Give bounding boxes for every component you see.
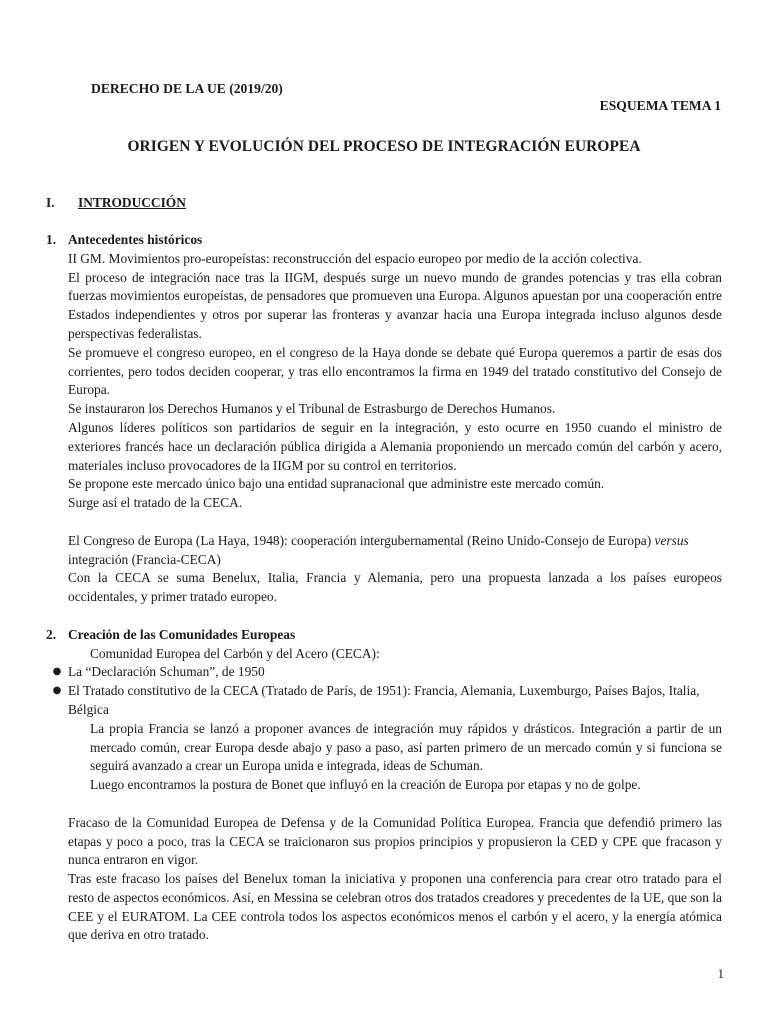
list-item (46, 814, 722, 870)
subsection-heading-2 (46, 626, 722, 645)
bullet-text: El Tratado constitutivo de la CECA (Tratado de París, de 1951): Francia, Alemania, Luxemburgo, Países Bajos, Italia, Bélgica (68, 683, 700, 717)
page-number: 1 (717, 966, 724, 981)
subsection-title: Creación de las Comunidades Europeas (68, 626, 296, 642)
missing-glyph-bullet-icon (46, 814, 68, 870)
document-body (46, 231, 722, 945)
paragraph: Tras este fracaso los países del Benelux toman la iniciativa y proponen una conferencia para crear otro tratado para el resto de aspectos económicos. Así, en Messina se celebran otros dos tratados creadores y precedentes de la UE, que son la CEE y el EURATOM. La CEE controla todos los aspectos económicos menos el carbón y el acero, y la energía atómica que deriva en otro tratado. (68, 871, 722, 943)
subsection-title: Antecedentes históricos (68, 232, 203, 247)
paragraph: Algunos líderes políticos son partidarios de seguir en la integración, y esto ocurre en 1950 cuando el ministro de exteriores francés hace un declaración pública dirigida a Alemania proponiendo un mercado común del carbón y acero, materiales incluso provocadores de la IIGM por su control en territorios. (68, 419, 722, 473)
missing-glyph-bullet-icon (46, 532, 68, 570)
paragraph: Surge así el tratado de la CECA. (68, 495, 243, 511)
list-item (46, 532, 722, 570)
paragraph: El proceso de integración nace tras la IIGM, después surge un nuevo mundo de grandes potencias y tras ella cobran fuerzas movimientos europeístas, de pensadores que promueven una Europa. Algunos apuestan por una cooperación entre Estados independientes y otros por superar las fronteras y avanzar hacia una Europa integrada incluso algunos desde perspectivas federalistas. (68, 269, 722, 341)
missing-glyph-bullet-icon (46, 250, 68, 269)
emphasis-text: versus (654, 532, 689, 548)
bullet-dot-icon: ● (52, 685, 62, 697)
paragraph: La propia Francia se lanzó a proponer avances de integración muy rápidos y drásticos. Integración a partir de un mercado común, crear Europa desde abajo y paso a paso, así parten primero de un mercado común y si funciona se seguirá avanzado a crear un Europa unida e integrada, ideas de Schuman. (90, 720, 722, 774)
paragraph: Se instauraron los Derechos Humanos y el Tribunal de Estrasburgo de Derechos Humanos. (68, 401, 556, 417)
missing-glyph-bullet-icon (46, 645, 68, 664)
subsection-number: 1. (46, 232, 57, 247)
bullet-item (46, 682, 722, 720)
bullet-text: La “Declaración Schuman”, de 1950 (68, 664, 265, 680)
list-item-text: El Congreso de Europa (La Haya, 1948): cooperación intergubernamental (Reino Unido-Consejo de Europa) versus integración (Francia-CECA) (68, 532, 689, 567)
paragraph: Con la CECA se suma Benelux, Italia, Francia y Alemania, pero una propuesta lanzada a los países europeos occidentales, y primer tratado europeo. (68, 570, 722, 605)
list-item (46, 250, 722, 269)
list-item (46, 645, 722, 664)
subsection-number: 2. (46, 626, 57, 642)
list-item-text: II GM. Movimientos pro-europeístas: reconstrucción del espacio europeo por medio de la acción colectiva. (68, 250, 642, 266)
paragraph: Luego encontramos la postura de Bonet que influyó en la creación de Europa por etapas y no de golpe. (90, 777, 641, 793)
bullet-item (46, 663, 722, 682)
course-header: DERECHO DE LA UE (2019/20) (91, 81, 283, 96)
document-title: ORIGEN Y EVOLUCIÓN DEL PROCESO DE INTEGRACIÓN EUROPEA (127, 138, 641, 155)
section-title: INTRODUCCIÓN (78, 195, 186, 210)
paragraph: Se promueve el congreso europeo, en el congreso de la Haya donde se debate qué Europa queremos a partir de esas dos corrientes, pero todos deciden cooperar, y tras ello encontramos la firma en 1949 del tratado constitutivo del Consejo de Europa. (68, 344, 722, 398)
scheme-header: ESQUEMA TEMA 1 (599, 98, 721, 113)
paragraph: Se propone este mercado único bajo una entidad supranacional que administre este mercado común. (68, 476, 605, 492)
section-number: I. (46, 195, 55, 210)
list-item-text: Fracaso de la Comunidad Europea de Defensa y de la Comunidad Política Europea. Francia que defendió primero las etapas y poco a poco, tras la CECA se traicionaron sus propios principios y propusieron la CED y CPE que fracason y nunca entraron en vigor. (68, 814, 722, 868)
bullet-dot-icon: ● (52, 666, 62, 678)
subsection-heading-1 (46, 231, 722, 250)
list-item-text: Comunidad Europea del Carbón y del Acero (CECA): (90, 645, 380, 661)
